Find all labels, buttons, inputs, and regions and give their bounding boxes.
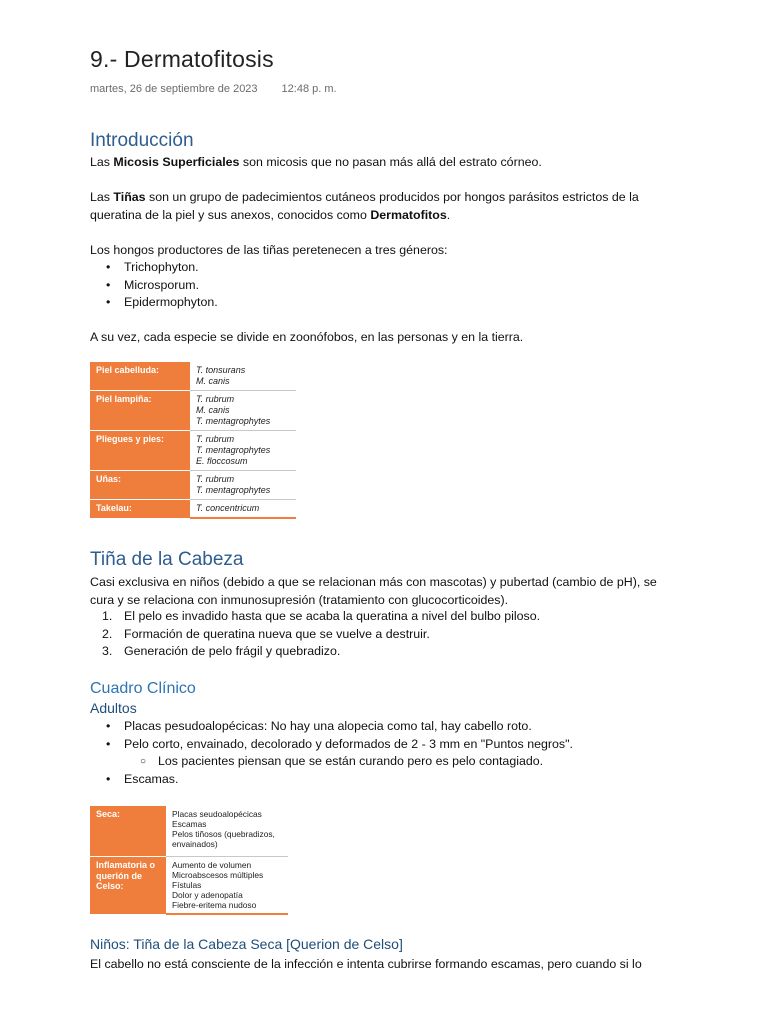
finding-text: envainados) — [172, 839, 218, 849]
table-key: Piel lampiña: — [90, 391, 190, 431]
page-meta — [90, 83, 337, 95]
list-item — [106, 736, 573, 754]
bullet-icon: • — [106, 277, 111, 292]
list-item-text: Formación de queratina nueva que se vuelve a destruir. — [124, 626, 430, 641]
table-key: Pliegues y pies: — [90, 431, 190, 471]
table-row — [90, 362, 296, 391]
species-name: M. canis — [196, 376, 230, 386]
intro-p2-pre: Las — [90, 190, 114, 204]
finding-text: Pelos tiñosos (quebradizos, — [172, 829, 275, 839]
list-item-text: Epidermophyton. — [124, 295, 218, 309]
page-date: martes, 26 de septiembre de 2023 — [90, 83, 258, 95]
table-key: Inflamatoria o querión de Celso: — [90, 857, 166, 915]
adultos-list — [106, 718, 573, 788]
list-item — [106, 718, 573, 736]
species-name: T. mentagrophytes — [196, 445, 271, 455]
page-time: 12:48 p. m. — [281, 83, 337, 95]
list-item-text: Pelo corto, envainado, decolorado y deformados de 2 - 3 mm en "Puntos negros". — [124, 736, 573, 751]
species-name: T. rubrum — [196, 434, 235, 444]
bullet-icon: • — [106, 736, 111, 751]
heading-cuadro-clinico: Cuadro Clínico — [90, 680, 196, 697]
intro-paragraph-2 — [90, 189, 660, 224]
species-name: M. canis — [196, 405, 230, 415]
finding-text: Aumento de volumen — [172, 860, 252, 870]
table-key: Uñas: — [90, 471, 190, 500]
intro-p1-pre: Las — [90, 155, 114, 169]
table-row — [90, 500, 296, 519]
table-value — [190, 391, 296, 431]
heading-tina-cabeza: Tiña de la Cabeza — [90, 549, 244, 570]
heading-ninos: Niños: Tiña de la Cabeza Seca [Querion de Celso] — [90, 936, 403, 952]
intro-p2-bold-dermatofitos: Dermatofitos — [370, 207, 447, 222]
list-item-text: Trichophyton. — [124, 260, 199, 274]
intro-p1-post: son micosis que no pasan más allá del estrato córneo. — [239, 155, 542, 169]
table-value — [190, 362, 296, 391]
species-name: E. floccosum — [196, 456, 248, 466]
finding-text: Escamas — [172, 819, 207, 829]
list-item — [106, 277, 218, 295]
table-row — [90, 391, 296, 431]
list-item-text: Microsporum. — [124, 277, 200, 292]
species-name: T. mentagrophytes — [196, 416, 271, 426]
table-value — [190, 500, 296, 519]
finding-text: Dolor y adenopatía — [172, 890, 243, 900]
forms-table — [90, 806, 288, 915]
intro-p2-mid: son un grupo de padecimientos cutáneos producidos por hongos parásitos estrictos de la queratina de la piel y sus anexos, conocidos como — [90, 190, 639, 222]
finding-text: Placas seudoalopécicas — [172, 809, 262, 819]
list-number: 1. — [102, 609, 113, 623]
heading-introduccion: Introducción — [90, 130, 194, 151]
list-number: 3. — [102, 644, 113, 658]
table-value — [166, 857, 288, 915]
list-item — [102, 643, 540, 661]
bullet-icon: • — [106, 295, 111, 309]
list-item — [124, 753, 573, 771]
bullet-icon: • — [106, 260, 111, 274]
genera-list — [106, 259, 218, 312]
table-key: Seca: — [90, 806, 166, 857]
species-name: T. concentricum — [196, 503, 260, 513]
bullet-icon: • — [106, 771, 111, 786]
heading-adultos: Adultos — [90, 700, 137, 716]
list-item-text: Escamas. — [124, 771, 179, 786]
bullet-icon: • — [106, 719, 111, 733]
list-item — [106, 259, 218, 277]
intro-paragraph-4: A su vez, cada especie se divide en zoonófobos, en las personas y en la tierra. — [90, 330, 524, 344]
table-row — [90, 806, 288, 857]
finding-text: Fístulas — [172, 880, 202, 890]
list-item — [106, 294, 218, 312]
table-key: Takelau: — [90, 500, 190, 519]
circle-bullet-icon: ○ — [140, 756, 147, 767]
table-row — [90, 857, 288, 915]
list-item-text: El pelo es invadido hasta que se acaba la queratina a nivel del bulbo piloso. — [124, 609, 541, 623]
intro-paragraph-3: Los hongos productores de las tiñas peretenecen a tres géneros: — [90, 243, 448, 257]
species-name: T. tonsurans — [196, 365, 246, 375]
table-value — [166, 806, 288, 857]
cabeza-paragraph: Casi exclusiva en niños (debido a que se relacionan más con mascotas) y pubertad (cambio de pH), se cura y se relaciona con inmunosupresión (tratamiento con glucocorticoides). — [90, 575, 657, 607]
list-item-text: Generación de pelo frágil y quebradizo. — [124, 644, 341, 658]
finding-text: Microabscesos múltiples — [172, 870, 264, 880]
list-item — [102, 608, 541, 626]
intro-p1-bold: Micosis Superficiales — [113, 155, 240, 169]
species-name: T. mentagrophytes — [196, 485, 271, 495]
table-row — [90, 431, 296, 471]
intro-p2-post: . — [446, 207, 451, 222]
species-name: T. rubrum — [196, 474, 235, 484]
intro-p2-bold-tinas: Tiñas — [113, 190, 146, 204]
species-name: T. rubrum — [196, 394, 235, 404]
species-table — [90, 362, 296, 519]
intro-paragraph-1 — [90, 154, 660, 172]
list-item-text: Los pacientes piensan que se están curando pero es pelo contagiado. — [158, 754, 544, 768]
table-key: Piel cabelluda: — [90, 362, 190, 391]
page-title: 9.- Dermatofitosis — [90, 46, 274, 72]
list-item — [102, 626, 540, 644]
table-value — [190, 431, 296, 471]
list-number: 2. — [102, 626, 113, 641]
list-item-text: Placas pesudoalopécicas: No hay una alopecia como tal, hay cabello roto. — [124, 719, 532, 733]
table-value — [190, 471, 296, 500]
cabeza-steps — [102, 608, 541, 661]
list-item — [106, 771, 573, 789]
finding-text: Fiebre-eritema nudoso — [172, 900, 257, 910]
ninos-paragraph: El cabello no está consciente de la infección e intenta cubrirse formando escamas, pero cuando si lo — [90, 957, 642, 971]
table-row — [90, 471, 296, 500]
